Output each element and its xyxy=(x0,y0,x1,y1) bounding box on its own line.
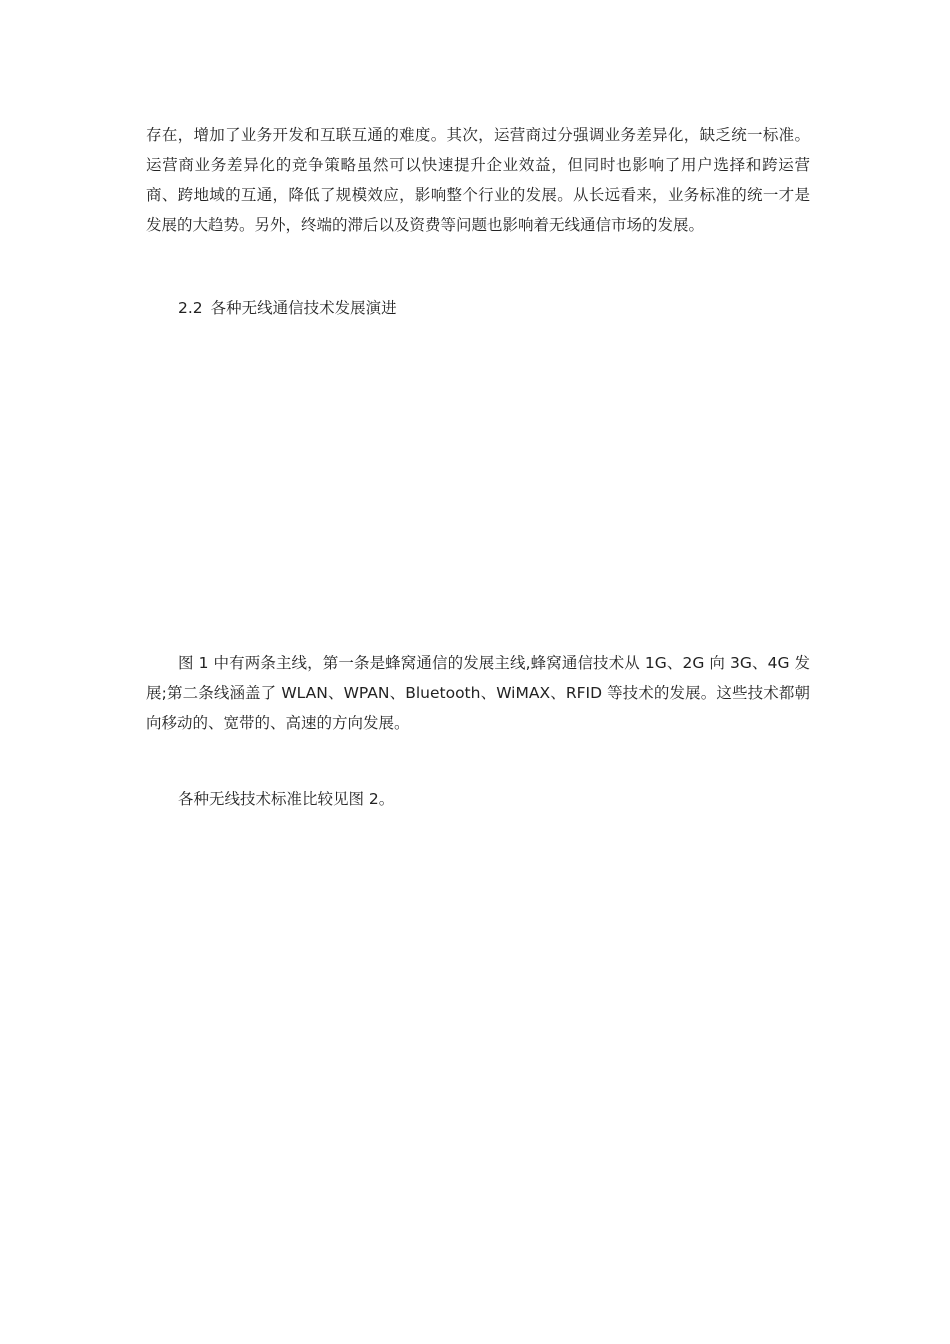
paragraph-figure-2-reference: 各种无线技术标准比较见图 2。 xyxy=(178,790,395,808)
figure-2-area xyxy=(146,830,810,1310)
paragraph-standards-issues: 存在，增加了业务开发和互联互通的难度。其次，运营商过分强调业务差异化，缺乏统一标准。运营商业务差异化的竞争策略虽然可以快速提升企业效益，但同时也影响了用户选择和跨运营商、跨地域的互通，降低了规模效应，影响整个行业的发展。从长远看来，业务标准的统一才是发展的大趋势。另外，终端的滞后以及资费等问题也影响着无线通信市场的发展。 xyxy=(146,126,810,234)
section-number: 2.2 xyxy=(178,299,203,317)
section-heading xyxy=(178,293,397,323)
paragraph-figure-1-description: 图 1 中有两条主线，第一条是蜂窝通信的发展主线,蜂窝通信技术从 1G、2G 向 3G、4G 发展;第二条线涵盖了 WLAN、WPAN、Bluetooth、WiMAX、RFID 等技术的发展。这些技术都朝向移动的、宽带的、高速的方向发展。 xyxy=(146,654,810,732)
figure-1-area xyxy=(146,330,810,630)
section-title: 各种无线通信技术发展演进 xyxy=(210,299,397,317)
